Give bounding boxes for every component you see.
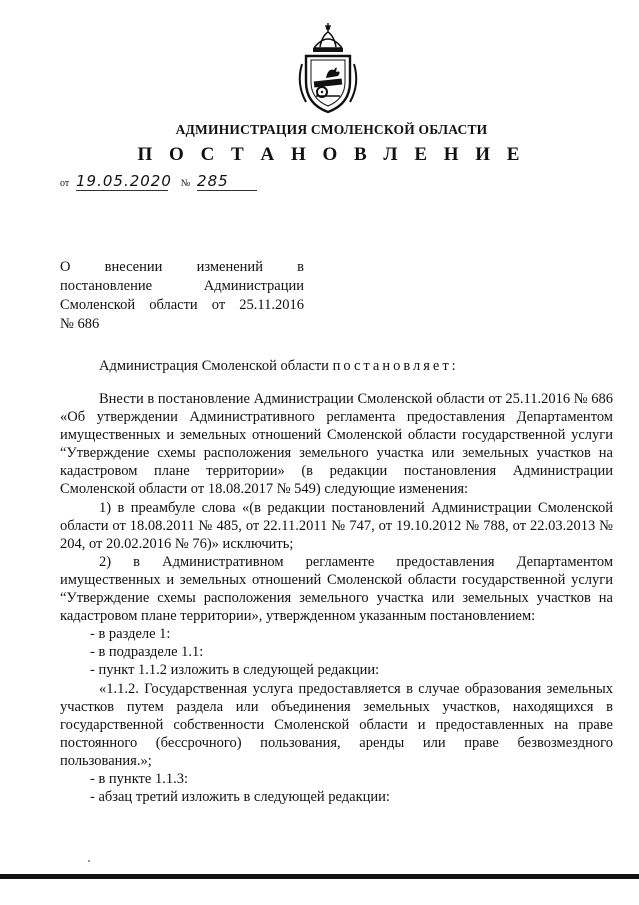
document-subject [60, 258, 304, 334]
date-label: от [60, 178, 70, 189]
scan-speck [88, 860, 90, 862]
subject-line: О внесении изменений в [60, 259, 304, 275]
body-paragraph: 2) в Административном регламенте предоставления Департаментом имущественных и земельных отношений Смоленской области государственной услуги “Утверждение схемы расположения земельного участка или земельных участков на кадастровом плане территории», утвержденном указанным постановлением: [60, 553, 613, 625]
bottom-rule [0, 874, 639, 879]
coat-of-arms-icon [292, 20, 364, 116]
date-field [76, 172, 172, 191]
body-paragraph: - в разделе 1: [90, 626, 171, 643]
number-value: 285 [197, 172, 229, 190]
organization-name: АДМИНИСТРАЦИЯ СМОЛЕНСКОЙ ОБЛАСТИ [175, 122, 488, 137]
subject-line: № 686 [60, 316, 100, 332]
document-body [60, 390, 613, 806]
body-paragraph: 1) в преамбуле слова «(в редакции постановлений Администрации Смоленской области от 18.08.2011 № 485, от 22.11.2011 № 747, от 19.10.2012 № 788, от 22.03.2013 № 204, от 20.02.2016 № 76)» исключить; [60, 499, 613, 552]
body-paragraph: - в пункте 1.1.3: [90, 770, 188, 787]
intro-statement [99, 358, 459, 375]
body-paragraph: Внести в постановление Администрации Смоленской области от 25.11.2016 № 686 «Об утверждении Административного регламента предоставления Департаментом имущественных и земельных отношений Смоленской области государственной услуги “Утверждение схемы расположения земельного участка или земельных участков на кадастровом плане территории» (в редакции постановления Администрации Смоленской области от 18.08.2017 № 549) следующие изменения: [60, 391, 613, 498]
subject-line: Смоленской области от 25.11.2016 [60, 297, 304, 313]
intro-action: постановляет: [332, 358, 459, 374]
number-label: № [180, 178, 191, 189]
body-paragraph: - в подразделе 1.1: [90, 644, 204, 661]
date-value: 19.05.2020 [76, 172, 172, 190]
body-paragraph: - пункт 1.1.2 изложить в следующей редакции: [90, 662, 380, 679]
intro-text: Администрация Смоленской области [99, 358, 329, 374]
subject-line: постановление Администрации [60, 278, 304, 294]
date-number-line [60, 172, 257, 191]
body-paragraph: «1.1.2. Государственная услуга предоставляется в случае образования земельных участков путем раздела или объединения земельных участков, находящихся в государственной собственности Смоленской области и предоставленных на праве постоянного (бессрочного) пользования, аренды или праве безвозмездного пользования.»; [60, 680, 613, 769]
number-field [197, 172, 257, 191]
body-paragraph: - абзац третий изложить в следующей редакции: [90, 789, 390, 806]
document-type-title: П О С Т А Н О В Л Е Н И Е [137, 144, 526, 165]
